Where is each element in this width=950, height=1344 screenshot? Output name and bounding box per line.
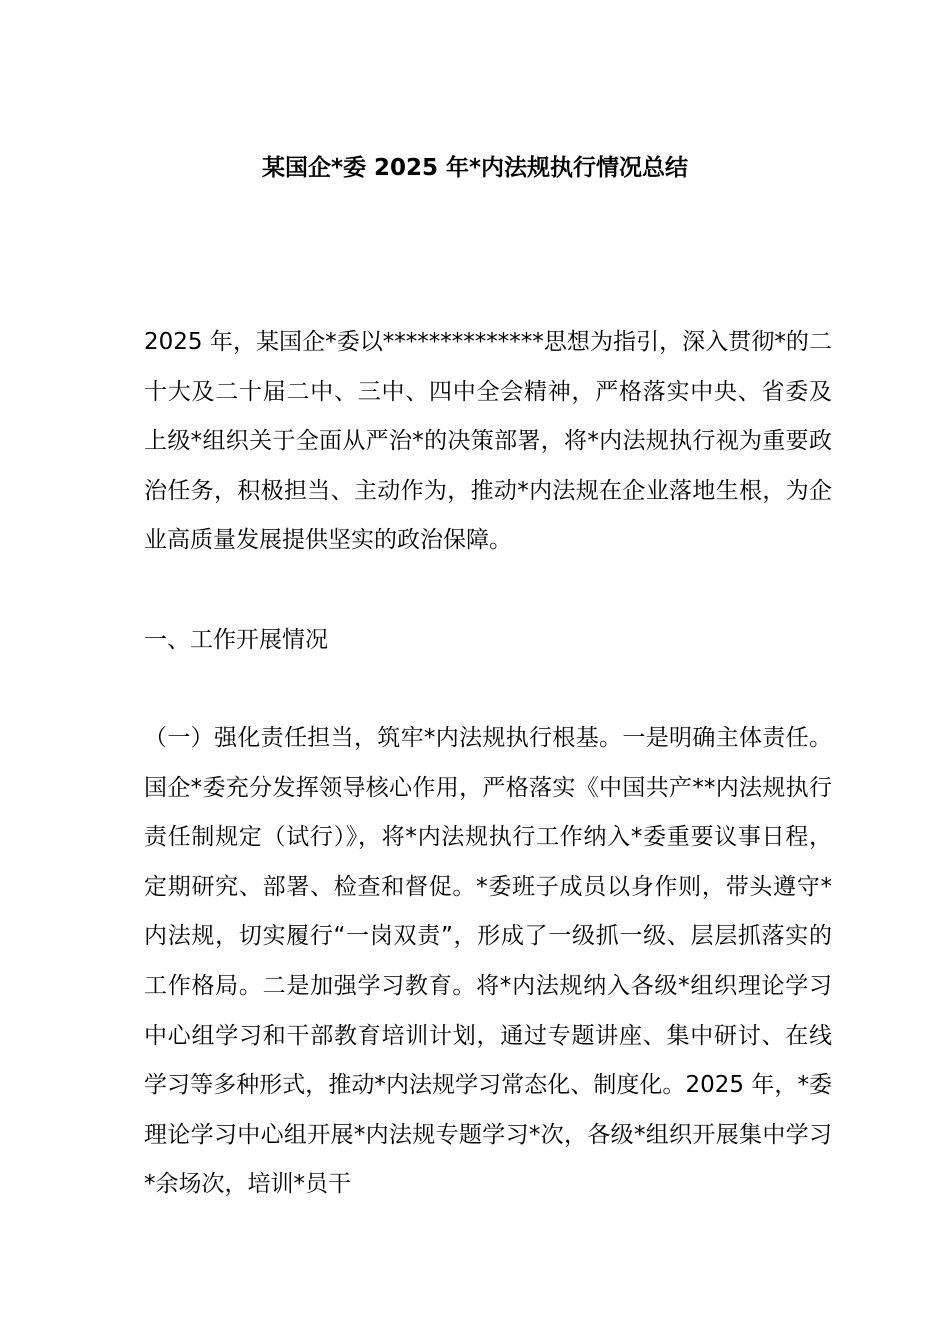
section-heading: 一、工作开展情况 <box>144 627 328 653</box>
intro-paragraph: 2025 年，某国企*委以**************思想为指引，深入贯彻*的二十大及二十届二中、三中、四中全会精神，严格落实中央、省委及上级*组织关于全面从严治*的决策部署，将*内法规执行视为重要政治任务，积极担当、主动作为，推动*内法规在企业落地生根，为企业高质量发展提供坚实的政治保障。 <box>144 329 832 554</box>
section-paragraph: （一）强化责任担当，筑牢*内法规执行根基。一是明确主体责任。国企*委充分发挥领导核心作用，严格落实《中国共产**内法规执行责任制规定（试行）》，将*内法规执行工作纳入*委重要议事日程，定期研究、部署、检查和督促。*委班子成员以身作则，带头遵守*内法规，切实履行“一岗双责”，形成了一级抓一级、层层抓落实的工作格局。二是加强学习教育。将*内法规纳入各级*组织理论学习中心组学习和干部教育培训计划，通过专题讲座、集中研讨、在线学习等多种形式，推动*内法规学习常态化、制度化。2025 年，*委理论学习中心组开展*内法规专题学习*次，各级*组织开展集中学习*余场次，培训*员干 <box>144 725 832 1198</box>
document-title: 某国企*委 2025 年*内法规执行情况总结 <box>261 155 689 181</box>
